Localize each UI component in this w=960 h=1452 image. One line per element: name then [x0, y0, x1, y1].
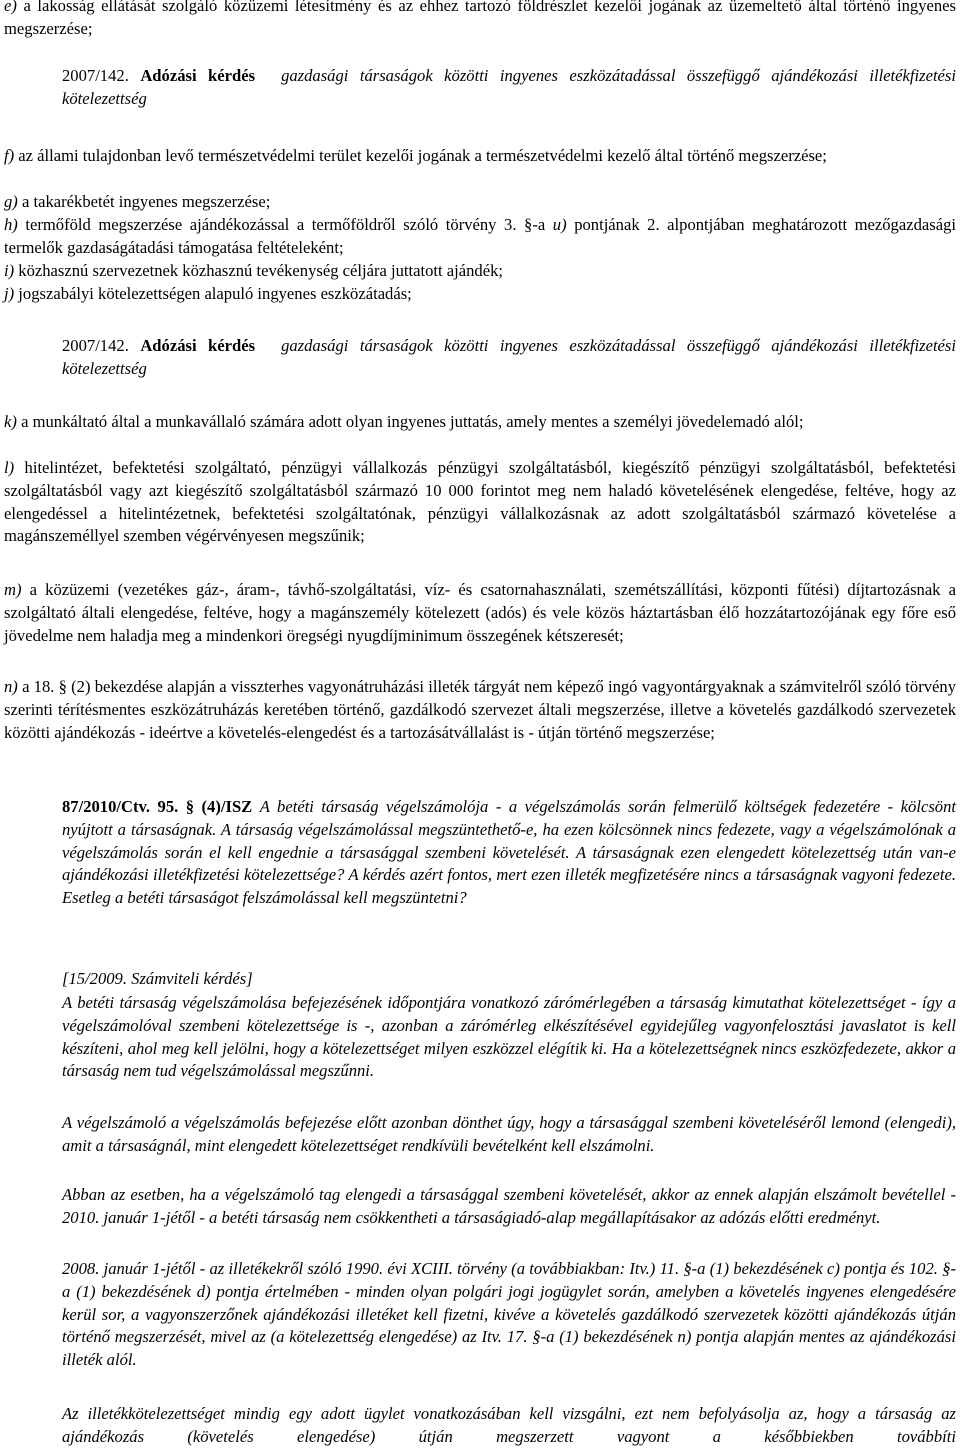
- item-n: [4, 676, 956, 744]
- reference-title: gazdasági társaságok közötti ingyenes eszközátadással összefüggő ajándékozási illetékfizetési kötelezettség: [62, 66, 956, 108]
- item-sublabel: u): [552, 215, 567, 234]
- item-text: a munkáltató által a munkavállaló számára adott olyan ingyenes juttatás, amely mentes a személyi jövedelemadó alól;: [21, 412, 804, 431]
- answer-heading: [15/2009. Számviteli kérdés]: [62, 969, 253, 988]
- reference-kind: Adózási kérdés: [140, 336, 256, 355]
- item-g: [4, 191, 956, 214]
- item-text: termőföld megszerzése ajándékozással a termőföldről szóló törvény 3. §-a: [25, 215, 546, 234]
- item-text: a 18. § (2) bekezdése alapján a visszterhes vagyonátruházási illeték tárgyát nem képező ingó vagyontárgyaknak a számvitelről szóló törvény szerinti térítésmentes eszközátruházás keretében történő, gazdálkodó szervezet általi megszerzése, illetve a követelés gazdálkodó szervezetek közötti ajándékozás - ideértve a követelés-elengedést és a tartozásátvállalást is - útján történő megszerzése;: [4, 677, 956, 742]
- answer-paragraph: 2008. január 1-jétől - az illetékekről szóló 1990. évi XCIII. törvény (a továbbiakban: Itv.) 11. §-a (1) bekezdésének c) pontja és 102. §-a (1) bekezdésének d) pontja értelmében - minden olyan polgári jogi jogügylet során, amelyben a követelés ingyenes elengedésére kerül sor, a vagyonszerzőnek ajándékozási illetéket kell fizetni, kivéve a követelés gazdálkodó szervezetek közötti ajándékozás útján történő megszerzését, mivel az (a kötelezettség elengedése) az Itv. 17. §-a (1) bekezdésének n) pontja alapján mentes az ajándékozási illeték alól.: [62, 1259, 956, 1370]
- item-label: j): [4, 284, 15, 303]
- reference-number: 2007/142.: [62, 336, 129, 355]
- item-label: h): [4, 215, 18, 234]
- item-j: [4, 283, 956, 306]
- item-label: m): [4, 580, 22, 599]
- item-k: [4, 411, 956, 434]
- item-text: a lakosság ellátását szolgáló közüzemi létesítmény és az ehhez tartozó földrészlet kezelői jogának az üzemeltető által történő ingyenes megszerzése;: [4, 0, 956, 38]
- item-f: [4, 145, 956, 168]
- question-text: A betéti társaság végelszámolója - a végelszámolás során felmerülő költségek fedezetére - kölcsönt nyújtott a társaságnak. A társaság végelszámolással megszüntethető-e, ha ezen kölcsönnek nincs fedezete, vagy a végelszámolónak a végelszámolás során el kell engednie a társasággal szembeni követelését. A társaságnak ezen elengedett kötelezettség után van-e ajándékozási illetékfizetési kötelezettsége? A kérdés azért fontos, mert ezen illeték megfizetésére nincs a társaságnak vagyoni fedezete. Esetleg a betéti társaságot felszámolással kell megszüntetni?: [62, 797, 956, 908]
- answer-paragraph: Az illetékkötelezettséget mindig egy adott ügylet vonatkozásában kell vizsgálni, ezt nem befolyásolja az, hogy a társaság az ajándékozás (követelés elengedése) útján megszerzett vagyont a későbbiekben továbbíti: [62, 1404, 956, 1446]
- answer-paragraph: Abban az esetben, ha a végelszámoló tag elengedi a társasággal szembeni követelését, akkor az ennek alapján elszámolt bevétellel - 2010. január 1-jétől - a betéti társaság nem csökkentheti a társaságiadó-alap megállapításakor az adózás előtti eredményt.: [62, 1185, 956, 1227]
- item-h: [4, 214, 956, 260]
- item-label: g): [4, 192, 18, 211]
- item-i: [4, 260, 956, 283]
- reference-number: 2007/142.: [62, 66, 129, 85]
- question-block: [62, 796, 956, 910]
- item-text: az állami tulajdonban levő természetvédelmi terület kezelői jogának a természetvédelmi kezelő által történő megszerzése;: [18, 146, 827, 165]
- reference-kind: Adózási kérdés: [140, 66, 256, 85]
- item-label: l): [4, 458, 15, 477]
- reference-heading: [62, 335, 956, 381]
- item-text: a takarékbetét ingyenes megszerzése;: [21, 192, 271, 211]
- item-text: jogszabályi kötelezettségen alapuló ingyenes eszközátadás;: [18, 284, 412, 303]
- reference-heading: [62, 65, 956, 111]
- item-label: e): [4, 0, 17, 15]
- item-label: f): [4, 146, 15, 165]
- item-m: [4, 579, 956, 647]
- item-text: hitelintézet, befektetési szolgáltató, pénzügyi vállalkozás pénzügyi szolgáltatásból, kiegészítő pénzügyi szolgáltatásból, befektetési szolgáltatásból vagy azt kiegészítő szolgáltatásból származó 10 000 forintot meg nem haladó követelésének elengedése, feltéve, hogy az elengedéssel a hitelintézetnek, befektetési szolgáltatónak, pénzügyi vállalkozásnak az adott szolgáltatásból származó követelése a magánszeméllyel szemben végérvényesen megszűnik;: [4, 458, 956, 546]
- item-e: [4, 0, 956, 41]
- item-text: a közüzemi (vezetékes gáz-, áram-, távhő-szolgáltatási, víz- és csatornahasználati, szemétszállítási, központi fűtési) díjtartozásnak a szolgáltató általi elengedése, feltéve, hogy a magánszemély kötelezett (adós) és vele közös háztartásban élő hozzátartozójának egy főre eső jövedelme nem haladja meg a mindenkori öregségi nyugdíjminimum összegének kétszeresét;: [4, 580, 956, 645]
- answer-paragraph: A betéti társaság végelszámolása befejezésének időpontjára vonatkozó zárómérlegében a társaság kimutathat kötelezettséget - így a végelszámolóval szembeni kötelezettsége is -, azonban a zárómérleg elkészítésével egyidejűleg vagyonfelosztási javaslatot is kell készíteni, ahol meg kell jelölni, hogy a kötelezettséget milyen eszközzel elégítik ki. Ha a kötelezettségnek nincs eszközfedezete, akkor a társaság nem tud végelszámolással megszűnni.: [62, 993, 956, 1081]
- item-label: i): [4, 261, 15, 280]
- item-text: közhasznú szervezetnek közhasznú tevékenység céljára juttatott ajándék;: [18, 261, 503, 280]
- item-label: k): [4, 412, 17, 431]
- question-code: 87/2010/Ctv. 95. § (4)/ISZ: [62, 797, 253, 816]
- item-l: [4, 457, 956, 548]
- item-text: pontjának 2. alpontjában meghatározott mezőgazdasági termelők gazdaságátadási támogatása feltételeként;: [4, 215, 956, 257]
- reference-title: gazdasági társaságok közötti ingyenes eszközátadással összefüggő ajándékozási illetékfizetési kötelezettség: [62, 336, 956, 378]
- item-label: n): [4, 677, 18, 696]
- answer-paragraph: A végelszámoló a végelszámolás befejezése előtt azonban dönthet úgy, hogy a társasággal szembeni követeléséről lemond (elengedi), amit a társaságnál, mint elengedett kötelezettséget rendkívüli bevételként kell elszámolni.: [62, 1113, 956, 1155]
